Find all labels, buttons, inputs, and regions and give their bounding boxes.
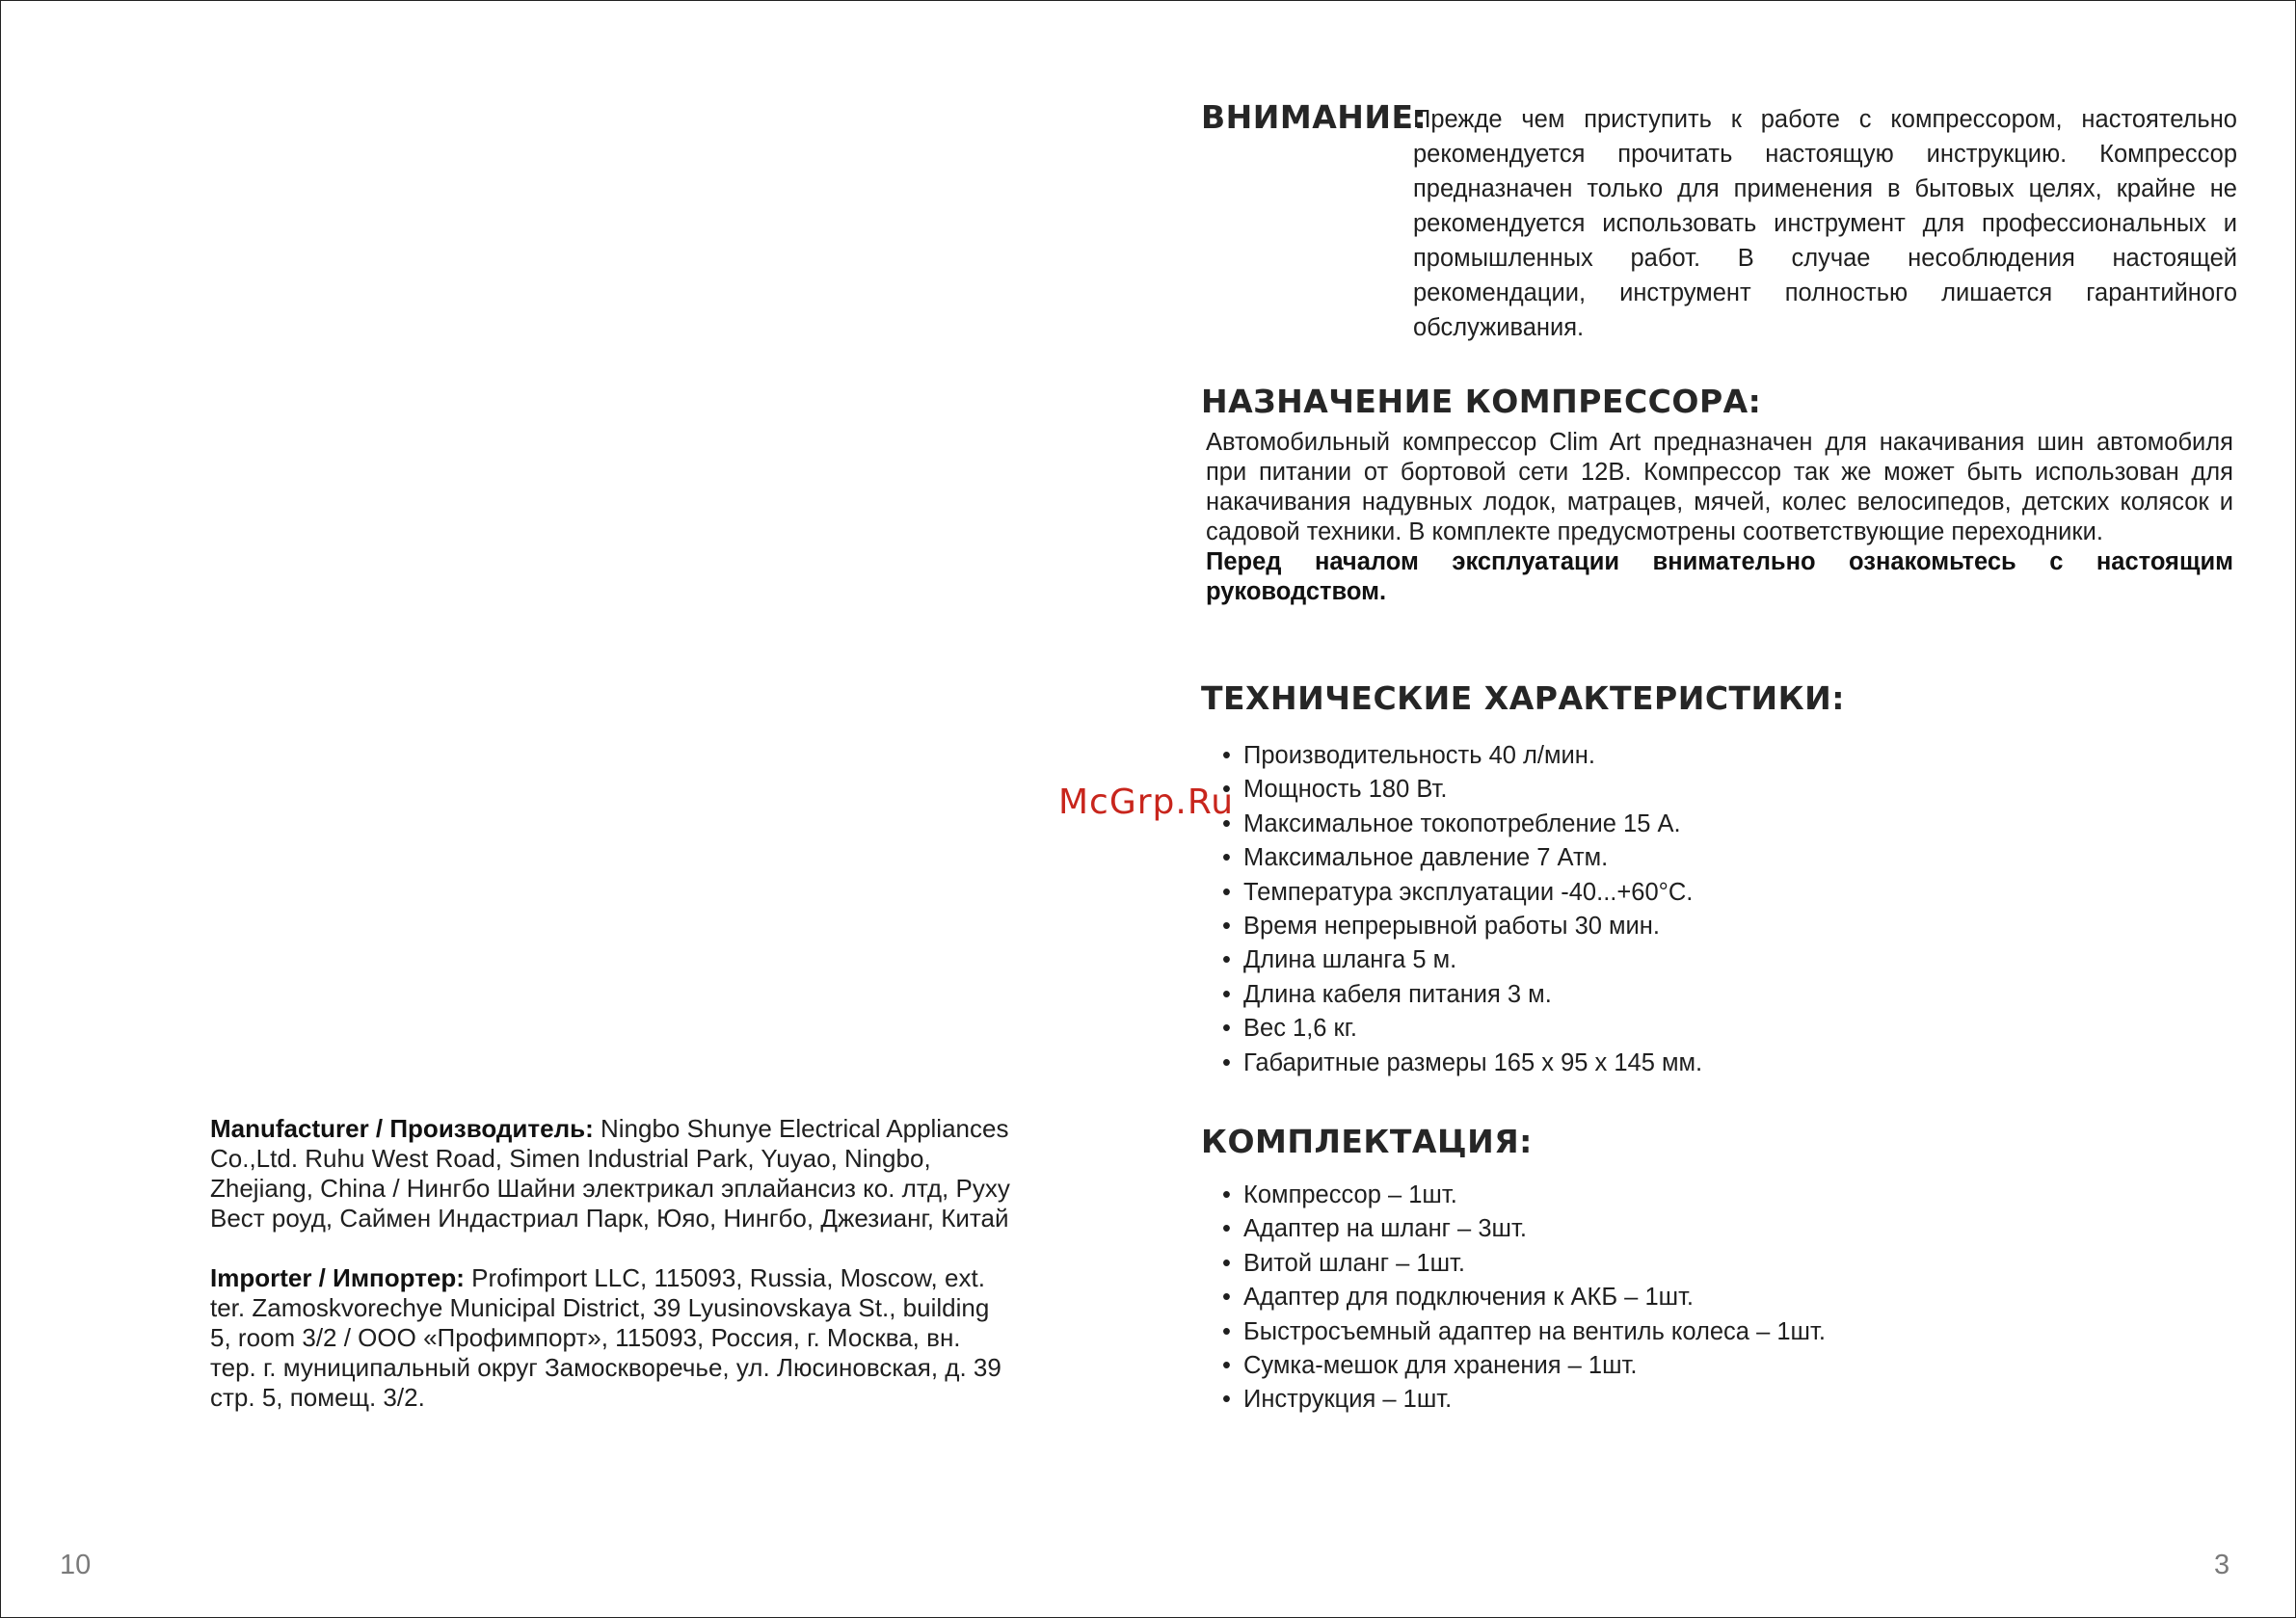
specs-item: • Габаритные размеры 165 х 95 х 145 мм. xyxy=(1222,1047,1702,1080)
importer-info xyxy=(210,1263,1010,1413)
warning-heading: ВНИМАНИЕ: xyxy=(1201,98,1428,136)
package-item: • Компрессор – 1шт. xyxy=(1222,1179,1826,1212)
specs-item: • Максимальное давление 7 Атм. xyxy=(1222,841,1702,875)
purpose-notice: Перед началом эксплуатации внимательно ознакомьтесь с настоящим руководством. xyxy=(1206,548,2233,605)
package-item: • Инструкция – 1шт. xyxy=(1222,1383,1826,1417)
package-item: • Адаптер для подключения к АКБ – 1шт. xyxy=(1222,1281,1826,1314)
specs-item: • Длина шланга 5 м. xyxy=(1222,943,1702,977)
watermark: McGrp.Ru xyxy=(1058,782,1235,822)
page-number-right: 3 xyxy=(2214,1550,2230,1580)
purpose-heading: НАЗНАЧЕНИЕ КОМПРЕССОРА: xyxy=(1201,383,1762,420)
purpose-text: Автомобильный компрессор Clim Art предназначен для накачивания шин автомобиля при питании от бортовой сети 12В. Компрессор так же может быть использован для накачивания надувных лодок, матрацев, мячей, колес велосипедов, детских колясок и садовой техники. В комплекте предусмотрены соответствующие переходники. xyxy=(1206,429,2233,545)
specs-heading: ТЕХНИЧЕСКИЕ ХАРАКТЕРИСТИКИ: xyxy=(1201,679,1845,717)
package-item: • Адаптер на шланг – 3шт. xyxy=(1222,1212,1826,1246)
package-item: • Быстросъемный адаптер на вентиль колеса – 1шт. xyxy=(1222,1315,1826,1349)
specs-item: • Максимальное токопотребление 15 А. xyxy=(1222,808,1702,841)
manufacturer-info xyxy=(210,1114,1010,1233)
warning-text: Прежде чем приступить к работе с компрессором, настоятельно рекомендуется прочитать настоящую инструкцию. Компрессор предназначен только для применения в бытовых целях, крайне не рекомендуется использовать инструмент для профессиональных и промышленных работ. В случае несоблюдения настоящей рекомендации, инструмент полностью лишается гарантийного обслуживания. xyxy=(1413,106,2237,341)
manufacturer-block xyxy=(210,1114,1010,1413)
manufacturer-label: Manufacturer / Производитель: xyxy=(210,1114,594,1143)
package-heading: КОМПЛЕКТАЦИЯ: xyxy=(1201,1123,1533,1160)
manufacturer-text: Ningbo Shunye Electrical Appliances Co.,Ltd. Ruhu West Road, Simen Industrial Park, Yuyao, Ningbo, Zhejiang, China / Нингбо Шайни электрикал эплайансиз ко. лтд, Руху Вест роуд, Саймен Индастриал Парк, Юяо, Нингбо, Джезианг, Китай xyxy=(210,1114,1010,1233)
specs-item: • Вес 1,6 кг. xyxy=(1222,1012,1702,1046)
package-list xyxy=(1222,1179,1826,1418)
specs-list xyxy=(1222,739,1702,1080)
specs-item: • Мощность 180 Вт. xyxy=(1222,773,1702,807)
specs-item: • Температура эксплуатации -40...+60°С. xyxy=(1222,876,1702,910)
package-item: • Сумка-мешок для хранения – 1шт. xyxy=(1222,1349,1826,1383)
specs-item: • Время непрерывной работы 30 мин. xyxy=(1222,910,1702,943)
importer-label: Importer / Импортер: xyxy=(210,1263,465,1292)
page-number-left: 10 xyxy=(60,1550,92,1580)
specs-item: • Производительность 40 л/мин. xyxy=(1222,739,1702,773)
specs-item: • Длина кабеля питания 3 м. xyxy=(1222,978,1702,1012)
package-item: • Витой шланг – 1шт. xyxy=(1222,1247,1826,1281)
purpose-section xyxy=(1206,428,2233,607)
importer-text: Profimport LLC, 115093, Russia, Moscow, ext. ter. Zamoskvorechye Municipal District, 39 Lyusinovskaya St., building 5, room 3/2 / ООО «Профимпорт», 115093, Россия, г. Москва, вн. тер. г. муниципальный округ Замоскворечье, ул. Люсиновская, д. 39 стр. 5, помещ. 3/2. xyxy=(210,1263,1001,1412)
